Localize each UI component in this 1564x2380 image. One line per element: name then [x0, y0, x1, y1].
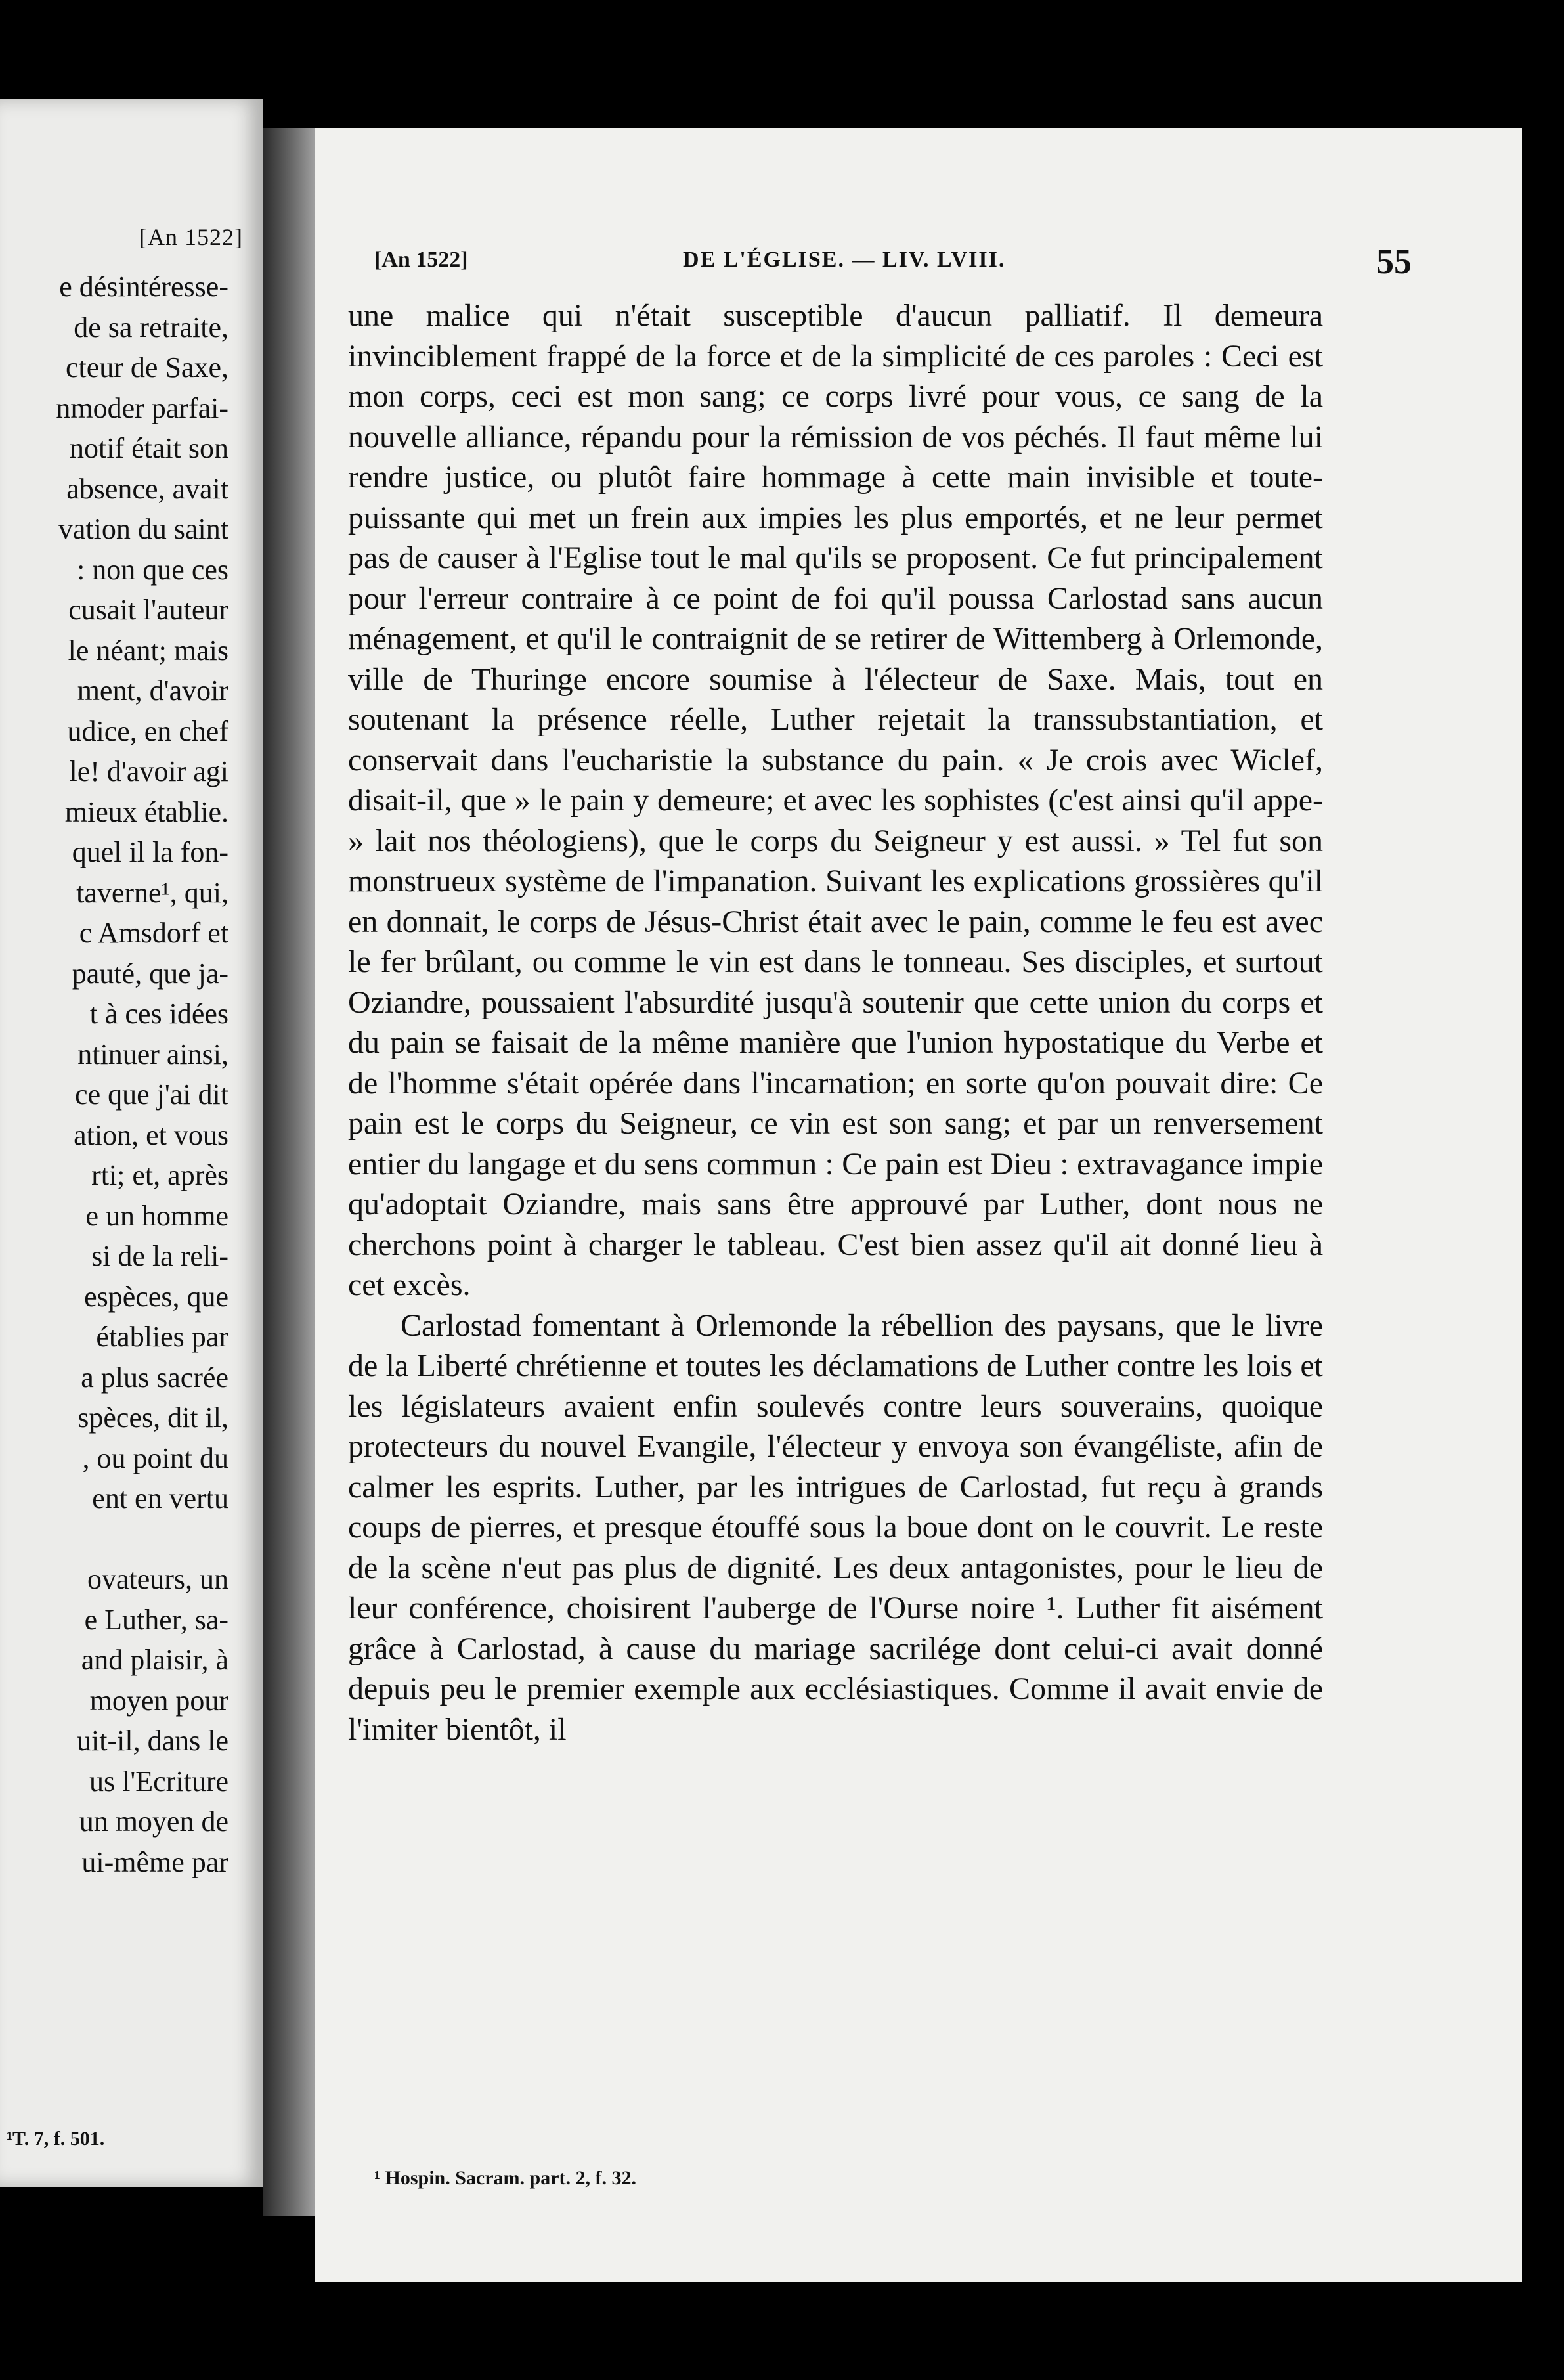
page-number: 55 — [1376, 242, 1412, 281]
left-page-line: a plus sacrée — [81, 1361, 228, 1394]
left-page-line: spèces, dit il, — [77, 1401, 228, 1434]
left-page-line: : non que ces — [77, 553, 228, 586]
left-page-line: espèces, que — [84, 1280, 228, 1313]
paragraph: une malice qui n'était susceptible d'aucun palliatif. Il demeura invinciblement frappé de la force et de la simplicité de ces paroles : Ceci est mon corps, ceci est mon sang; ce corps livré pour vous, ce sang de la nouvelle alliance, répandu pour la rémission de vos péchés. Il faut même lui rendre justice, ou plutôt faire hommage à cette main invisible et toute-puissante qui met un frein aux impies les plus emportés, et ne leur permet pas de causer à l'Eglise tout le mal qu'ils se proposent. Ce fut principalement pour l'erreur contraire à ce point de foi qu'il poussa Carlostad sans aucun ménagement, et qu'il le contraignit de se retirer de Wittemberg à Orlemonde, ville de Thuringe encore soumise à l'électeur de Saxe. Mais, tout en soutenant la présence réelle, Luther rejetait la transsubstantiation, et conservait dans l'eucharistie la substance du pain. « Je crois avec Wiclef, disait-il, que » le pain y demeure; et avec les sophistes (c'est ainsi qu'il appe- » lait nos théologiens), que le corps du Seigneur y est aussi. » Tel fut son monstrueux système de l'impanation. Suivant les explications grossières qu'il en donnait, le corps de Jésus-Christ était avec le pain, comme le feu est avec le fer brûlant, ou comme le vin est dans le tonneau. Ses disciples, et surtout Oziandre, poussaient l'absurdité jusqu'à soutenir que cette union du corps et du pain se faisait de la même manière que l'union hypostatique du Verbe et de l'homme s'était opérée dans l'incarnation; en sorte qu'on pouvait dire: Ce pain est le corps du Seigneur, ce vin est son sang; et par un renversement entier du langage et du sens commun : Ce pain est Dieu : extravagance impie qu'adoptait Oziandre, mais sans être approuvé par Luther, dont nous ne cherchons point à charger le tableau. C'est bien assez qu'il ait donné lieu à cet excès. — [348, 298, 1323, 1302]
left-page-line: ntinuer ainsi, — [77, 1038, 228, 1070]
left-page-line: cteur de Saxe, — [66, 351, 228, 384]
left-page-line: nmoder parfai- — [56, 391, 228, 424]
left-page-line: un moyen de — [79, 1805, 228, 1838]
left-page-line: ment, d'avoir — [77, 674, 228, 707]
left-page-line: le néant; mais — [68, 634, 228, 667]
body-text — [348, 296, 1323, 1750]
left-page-header: [An 1522] — [139, 224, 243, 250]
left-page-line: ce que j'ai dit — [75, 1078, 228, 1111]
left-page-line: e un homme — [85, 1199, 228, 1232]
left-page-line: ui-même par — [81, 1845, 228, 1878]
left-page-line: ation, et vous — [74, 1118, 228, 1151]
left-page-line: le! d'avoir agi — [69, 755, 228, 787]
running-head-year: [An 1522] — [374, 248, 468, 272]
paragraph: Carlostad fomentant à Orlemonde la rébellion des paysans, que le livre de la Liberté chrétienne et toutes les déclamations de Luther contre les lois et les législateurs avaient enfin soulevés contre leurs souverains, quoique protecteurs du nouvel Evangile, l'électeur y envoya son évangéliste, afin de calmer les esprits. Luther, par les intrigues de Carlostad, fut reçu à grands coups de pierres, et presque étouffé sous la boue dont on le couvrit. Le reste de la scène n'eut pas plus de dignité. Les deux antagonistes, pour le lieu de leur conférence, choisirent l'auberge de l'Ourse noire ¹. Luther fit aisément grâce à Carlostad, à cause du mariage sacrilége dont celui-ci avait donné depuis peu le premier exemple aux ecclésiastiques. Comme il avait envie de l'imiter bientôt, il — [348, 1308, 1323, 1747]
left-page-line: and plaisir, à — [81, 1644, 228, 1676]
left-page-line: t à ces idées — [89, 998, 228, 1030]
left-page-line: ent en vertu — [92, 1482, 228, 1514]
left-page-footnote: ¹T. 7, f. 501. — [7, 2128, 105, 2149]
left-page-line: us l'Ecriture — [89, 1765, 228, 1797]
left-page-line: mieux établie. — [64, 795, 228, 828]
left-page-line: pauté, que ja- — [72, 957, 228, 990]
left-page — [0, 99, 263, 2187]
left-page-line: taverne¹, qui, — [76, 876, 228, 909]
left-page-line: de sa retraite, — [74, 311, 228, 343]
left-page-line: ovateurs, un — [87, 1563, 228, 1595]
left-page-line: , ou point du — [82, 1442, 228, 1474]
left-page-line: e Luther, sa- — [84, 1603, 228, 1636]
running-head — [374, 242, 1412, 281]
left-page-line: uit-il, dans le — [77, 1725, 228, 1757]
right-page — [315, 128, 1522, 2282]
left-page-line: vation du saint — [58, 513, 228, 545]
left-page-line: udice, en chef — [67, 715, 228, 747]
left-page-line: absence, avait — [66, 472, 228, 505]
left-page-line: c Amsdorf et — [79, 917, 228, 949]
left-page-line: quel il la fon- — [72, 836, 228, 868]
left-page-line: établies par — [96, 1321, 228, 1353]
left-page-line: cusait l'auteur — [68, 594, 228, 626]
footnote: ¹ Hospin. Sacram. part. 2, f. 32. — [374, 2167, 636, 2189]
left-page-line: e désintéresse- — [59, 271, 228, 303]
left-page-line: moyen pour — [89, 1684, 228, 1717]
running-head-title: DE L'ÉGLISE. — LIV. LVIII. — [683, 248, 1006, 272]
left-page-line: notif était son — [70, 432, 228, 464]
left-page-line: rti; et, après — [91, 1159, 228, 1191]
left-page-line: si de la reli- — [91, 1240, 228, 1272]
